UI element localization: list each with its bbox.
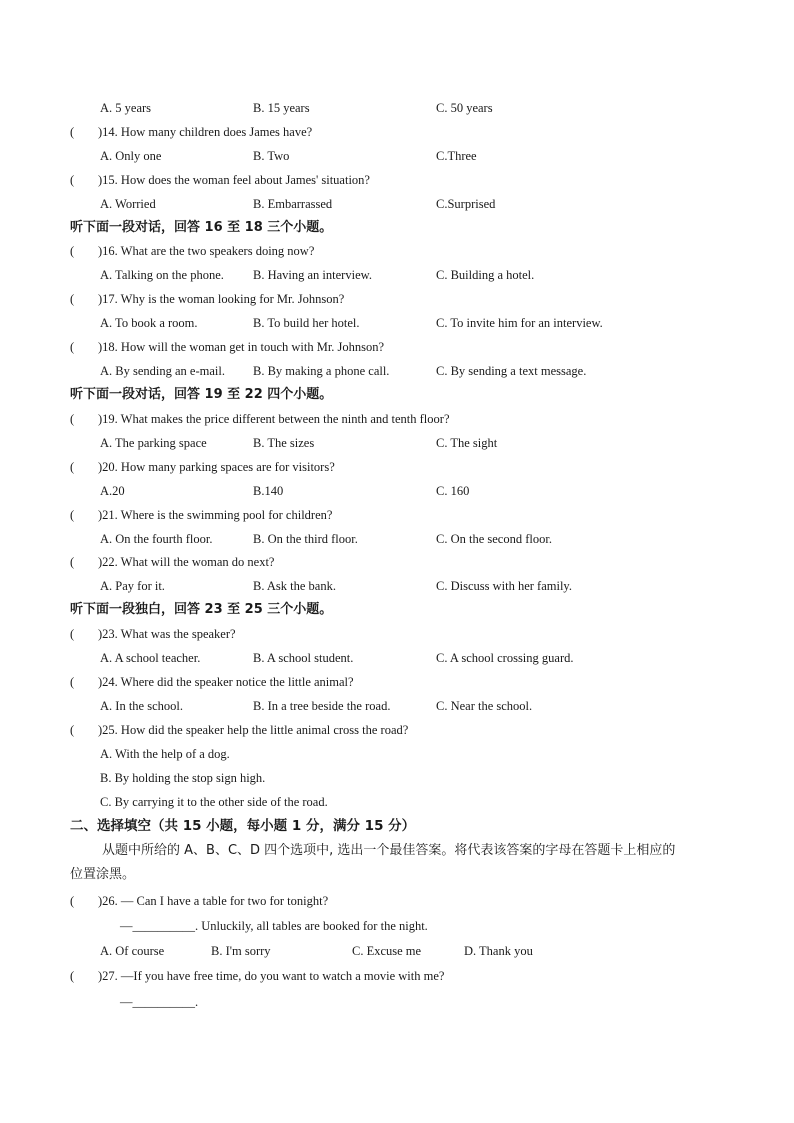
option-a: A. Worried: [100, 197, 156, 211]
answer-paren: (: [70, 555, 75, 569]
option-c: C. 160: [436, 484, 470, 498]
question-text: )15. How does the woman feel about James' situation?: [98, 173, 370, 187]
instruction-text: 从题中所给的 A、B、C、D 四个选项中, 选出一个最佳答案。将代表该答案的字母在答题卡上相应的: [102, 843, 676, 858]
answer-paren: (: [70, 723, 75, 737]
answer-paren: (: [70, 675, 75, 689]
question-text: )23. What was the speaker?: [98, 627, 236, 641]
option-a: A. On the fourth floor.: [100, 532, 213, 546]
option-b: B. Ask the bank.: [253, 579, 336, 593]
dialogue-reply: —__________.: [120, 995, 199, 1009]
option-a: A. Only one: [100, 149, 162, 163]
option-a: A. Of course: [100, 944, 165, 958]
option-b: B. On the third floor.: [253, 532, 358, 546]
option-b: B. By holding the stop sign high.: [100, 771, 266, 785]
option-a: A. By sending an e-mail.: [100, 364, 225, 378]
option-c: C. A school crossing guard.: [436, 651, 574, 665]
question-text: )14. How many children does James have?: [98, 125, 313, 139]
option-c: C. By sending a text message.: [436, 364, 587, 378]
option-c: C.Three: [436, 149, 477, 163]
question-text: )20. How many parking spaces are for visitors?: [98, 460, 335, 474]
option-b: B. Two: [253, 149, 290, 163]
part-title: 二、选择填空（共 15 小题，每小题 1 分，满分 15 分）: [70, 818, 416, 834]
option-a: A. In the school.: [100, 699, 183, 713]
option-c: C.Surprised: [436, 197, 496, 211]
section-heading: 听下面一段对话，回答 19 至 22 四个小题。: [70, 387, 333, 402]
question-text: )17. Why is the woman looking for Mr. Johnson?: [98, 292, 345, 306]
option-a: A. Talking on the phone.: [100, 268, 224, 282]
question-text: )18. How will the woman get in touch with Mr. Johnson?: [98, 340, 385, 354]
question-text: )25. How did the speaker help the little animal cross the road?: [98, 723, 409, 737]
option-c: C. Near the school.: [436, 699, 533, 713]
answer-paren: (: [70, 412, 75, 426]
question-text: )26. — Can I have a table for two for tonight?: [98, 894, 329, 908]
question-text: )21. Where is the swimming pool for children?: [98, 508, 333, 522]
option-a: A.20: [100, 484, 125, 498]
option-d: D. Thank you: [464, 944, 533, 958]
option-b: B. In a tree beside the road.: [253, 699, 391, 713]
option-b: B. To build her hotel.: [253, 316, 360, 330]
option-b: B. I'm sorry: [211, 944, 271, 958]
instruction-text: 位置涂黑。: [70, 867, 136, 882]
question-text: )27. —If you have free time, do you want to watch a movie with me?: [98, 969, 445, 983]
option-b: B. Embarrassed: [253, 197, 333, 211]
q13-option-a: A. 5 years: [100, 101, 152, 115]
dialogue-reply: —__________. Unluckily, all tables are booked for the night.: [120, 919, 428, 933]
question-text: )19. What makes the price different between the ninth and tenth floor?: [98, 412, 450, 426]
option-b: B. A school student.: [253, 651, 354, 665]
option-c: C. To invite him for an interview.: [436, 316, 603, 330]
question-text: )16. What are the two speakers doing now?: [98, 244, 315, 258]
option-c: C. Excuse me: [352, 944, 422, 958]
answer-paren: (: [70, 969, 75, 983]
option-a: A. A school teacher.: [100, 651, 201, 665]
question-text: )22. What will the woman do next?: [98, 555, 275, 569]
option-b: B.140: [253, 484, 284, 498]
answer-paren: (: [70, 460, 75, 474]
answer-paren: (: [70, 894, 75, 908]
option-a: A. To book a room.: [100, 316, 198, 330]
option-c: C. On the second floor.: [436, 532, 552, 546]
section-heading: 听下面一段独白，回答 23 至 25 三个小题。: [70, 602, 333, 617]
option-c: C. The sight: [436, 436, 498, 450]
option-c: C. By carrying it to the other side of the road.: [100, 795, 328, 809]
answer-paren: (: [70, 340, 75, 354]
option-b: B. Having an interview.: [253, 268, 372, 282]
q13-option-c: C. 50 years: [436, 101, 493, 115]
option-c: C. Building a hotel.: [436, 268, 535, 282]
option-c: C. Discuss with her family.: [436, 579, 572, 593]
option-a: A. With the help of a dog.: [100, 747, 230, 761]
answer-paren: (: [70, 627, 75, 641]
answer-paren: (: [70, 125, 75, 139]
answer-paren: (: [70, 244, 75, 258]
answer-paren: (: [70, 508, 75, 522]
option-b: B. The sizes: [253, 436, 315, 450]
q13-option-b: B. 15 years: [253, 101, 310, 115]
option-b: B. By making a phone call.: [253, 364, 390, 378]
option-a: A. Pay for it.: [100, 579, 165, 593]
answer-paren: (: [70, 173, 75, 187]
answer-paren: (: [70, 292, 75, 306]
option-a: A. The parking space: [100, 436, 207, 450]
section-heading: 听下面一段对话，回答 16 至 18 三个小题。: [70, 220, 333, 235]
question-text: )24. Where did the speaker notice the little animal?: [98, 675, 354, 689]
